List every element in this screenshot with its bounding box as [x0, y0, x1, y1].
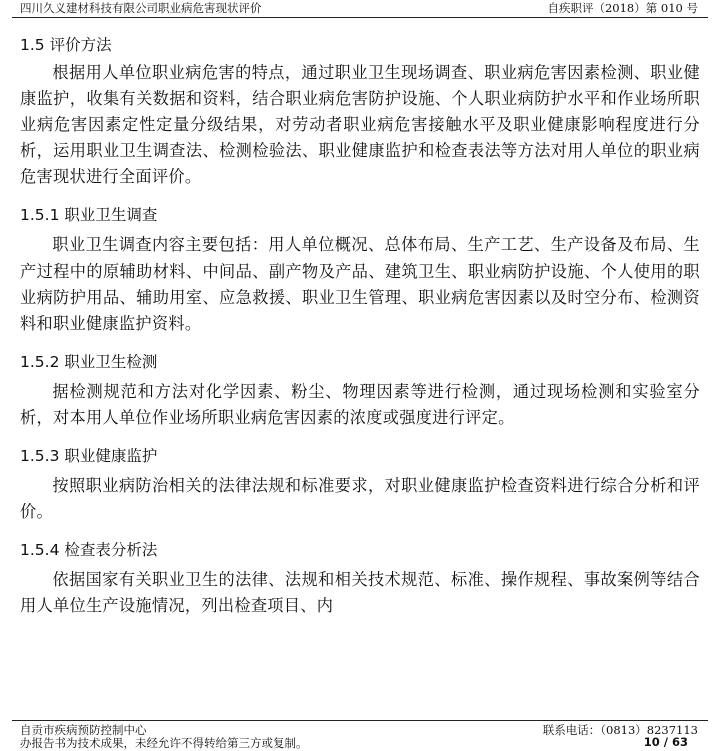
page-header	[12, 0, 708, 18]
section-paragraph-1-5-1: 职业卫生调查内容主要包括：用人单位概况、总体布局、生产工艺、生产设备及布局、生产过程中的原辅助材料、中间品、副产物及产品、建筑卫生、职业病防护设施、个人使用的职业病防护用品、辅助用室、应急救援、职业卫生管理、职业病危害因素以及时空分布、检测资料和职业健康监护资料。	[20, 235, 700, 333]
page-footer	[12, 720, 708, 750]
header-doc-number: 自疾职评（2018）第 010 号	[547, 1, 698, 15]
document-body	[20, 30, 700, 627]
page-number: 10 / 63	[643, 735, 688, 749]
footer-org: 自贡市疾病预防控制中心	[20, 723, 147, 737]
section-heading-1-5: 1.5 评价方法	[20, 36, 112, 54]
footer-notice: 办报告书为技术成果，未经允许不得转给第三方或复制。	[20, 736, 308, 750]
footer-phone: 联系电话：（0813）8237113	[542, 723, 698, 737]
section-heading-1-5-4: 1.5.4 检查表分析法	[20, 541, 158, 560]
section-paragraph-1-5-2: 据检测规范和方法对化学因素、粉尘、物理因素等进行检测，通过现场检测和实验室分析，对本用人单位作业场所职业病危害因素的浓度或强度进行评定。	[20, 381, 700, 427]
header-company: 四川久义建材科技有限公司职业病危害现状评价	[20, 1, 262, 15]
section-paragraph-1-5-3: 按照职业病防治相关的法律法规和标准要求，对职业健康监护检查资料进行综合分析和评价。	[20, 476, 700, 522]
section-paragraph-1-5: 根据用人单位职业病危害的特点，通过职业卫生现场调查、职业病危害因素检测、职业健康监护，收集有关数据和资料，结合职业病危害防护设施、个人职业病防护水平和作业场所职业病危害因素定性定量分级结果，对劳动者职业病危害接触水平及职业健康影响程度进行分析，运用职业卫生调查法、检测检验法、职业健康监护和检查表法等方法对用人单位的职业病危害现状进行全面评价。	[20, 63, 700, 187]
section-heading-1-5-3: 1.5.3 职业健康监护	[20, 447, 158, 466]
section-heading-1-5-2: 1.5.2 职业卫生检测	[20, 352, 158, 371]
section-paragraph-1-5-4: 依据国家有关职业卫生的法律、法规和相关技术规范、标准、操作规程、事故案例等结合用人单位生产设施情况，列出检查项目、内	[20, 570, 700, 616]
section-heading-1-5-1: 1.5.1 职业卫生调查	[20, 206, 158, 225]
